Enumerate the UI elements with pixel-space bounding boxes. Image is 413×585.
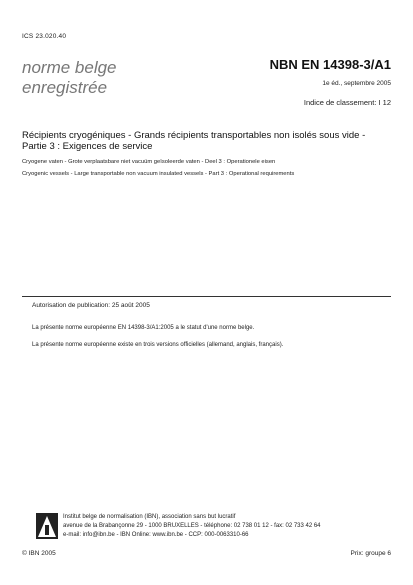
brand-line-2: enregistrée bbox=[22, 78, 108, 97]
ibn-logo-icon bbox=[36, 513, 58, 539]
price-group: Prix: groupe 6 bbox=[350, 550, 391, 557]
brand-line-1: norme belge bbox=[22, 58, 117, 77]
publication-authorisation: Autorisation de publication: 25 août 2005 bbox=[32, 302, 150, 309]
brand-title bbox=[22, 58, 117, 98]
edition-date: 1e éd., septembre 2005 bbox=[322, 80, 391, 87]
institute-info bbox=[63, 513, 321, 540]
title-english: Cryogenic vessels - Large transportable non vacuum insulated vessels - Part 3 : Operational requirements bbox=[22, 171, 295, 177]
document-title: Récipients cryogéniques - Grands récipients transportables non isolés sous vide - Partie 3 : Exigences de service bbox=[22, 130, 366, 152]
classification-index: Indice de classement: I 12 bbox=[303, 98, 391, 107]
ics-code: ICS 23.020.40 bbox=[22, 33, 67, 40]
institute-name: Institut belge de normalisation (IBN), association sans but lucratif bbox=[63, 514, 236, 520]
status-paragraph: La présente norme européenne EN 14398-3/A1:2005 a le statut d'une norme belge. bbox=[32, 325, 255, 331]
divider-line bbox=[22, 296, 391, 297]
institute-address: avenue de la Brabançonne 29 - 1000 BRUXELLES - téléphone: 02 738 01 12 - fax: 02 733 42 64 bbox=[63, 523, 321, 529]
institute-contact: e-mail: info@ibn.be - IBN Online: www.ibn.be - CCP: 000-0063310-66 bbox=[63, 532, 249, 538]
title-dutch: Cryogene vaten - Grote verplaatsbare niet vacuüm geïsoleerde vaten - Deel 3 : Operationele eisen bbox=[22, 159, 276, 165]
versions-paragraph: La présente norme européenne existe en trois versions officielles (allemand, anglais, français). bbox=[32, 342, 284, 348]
standard-number: NBN EN 14398-3/A1 bbox=[269, 57, 391, 72]
copyright: © IBN 2005 bbox=[22, 550, 56, 557]
